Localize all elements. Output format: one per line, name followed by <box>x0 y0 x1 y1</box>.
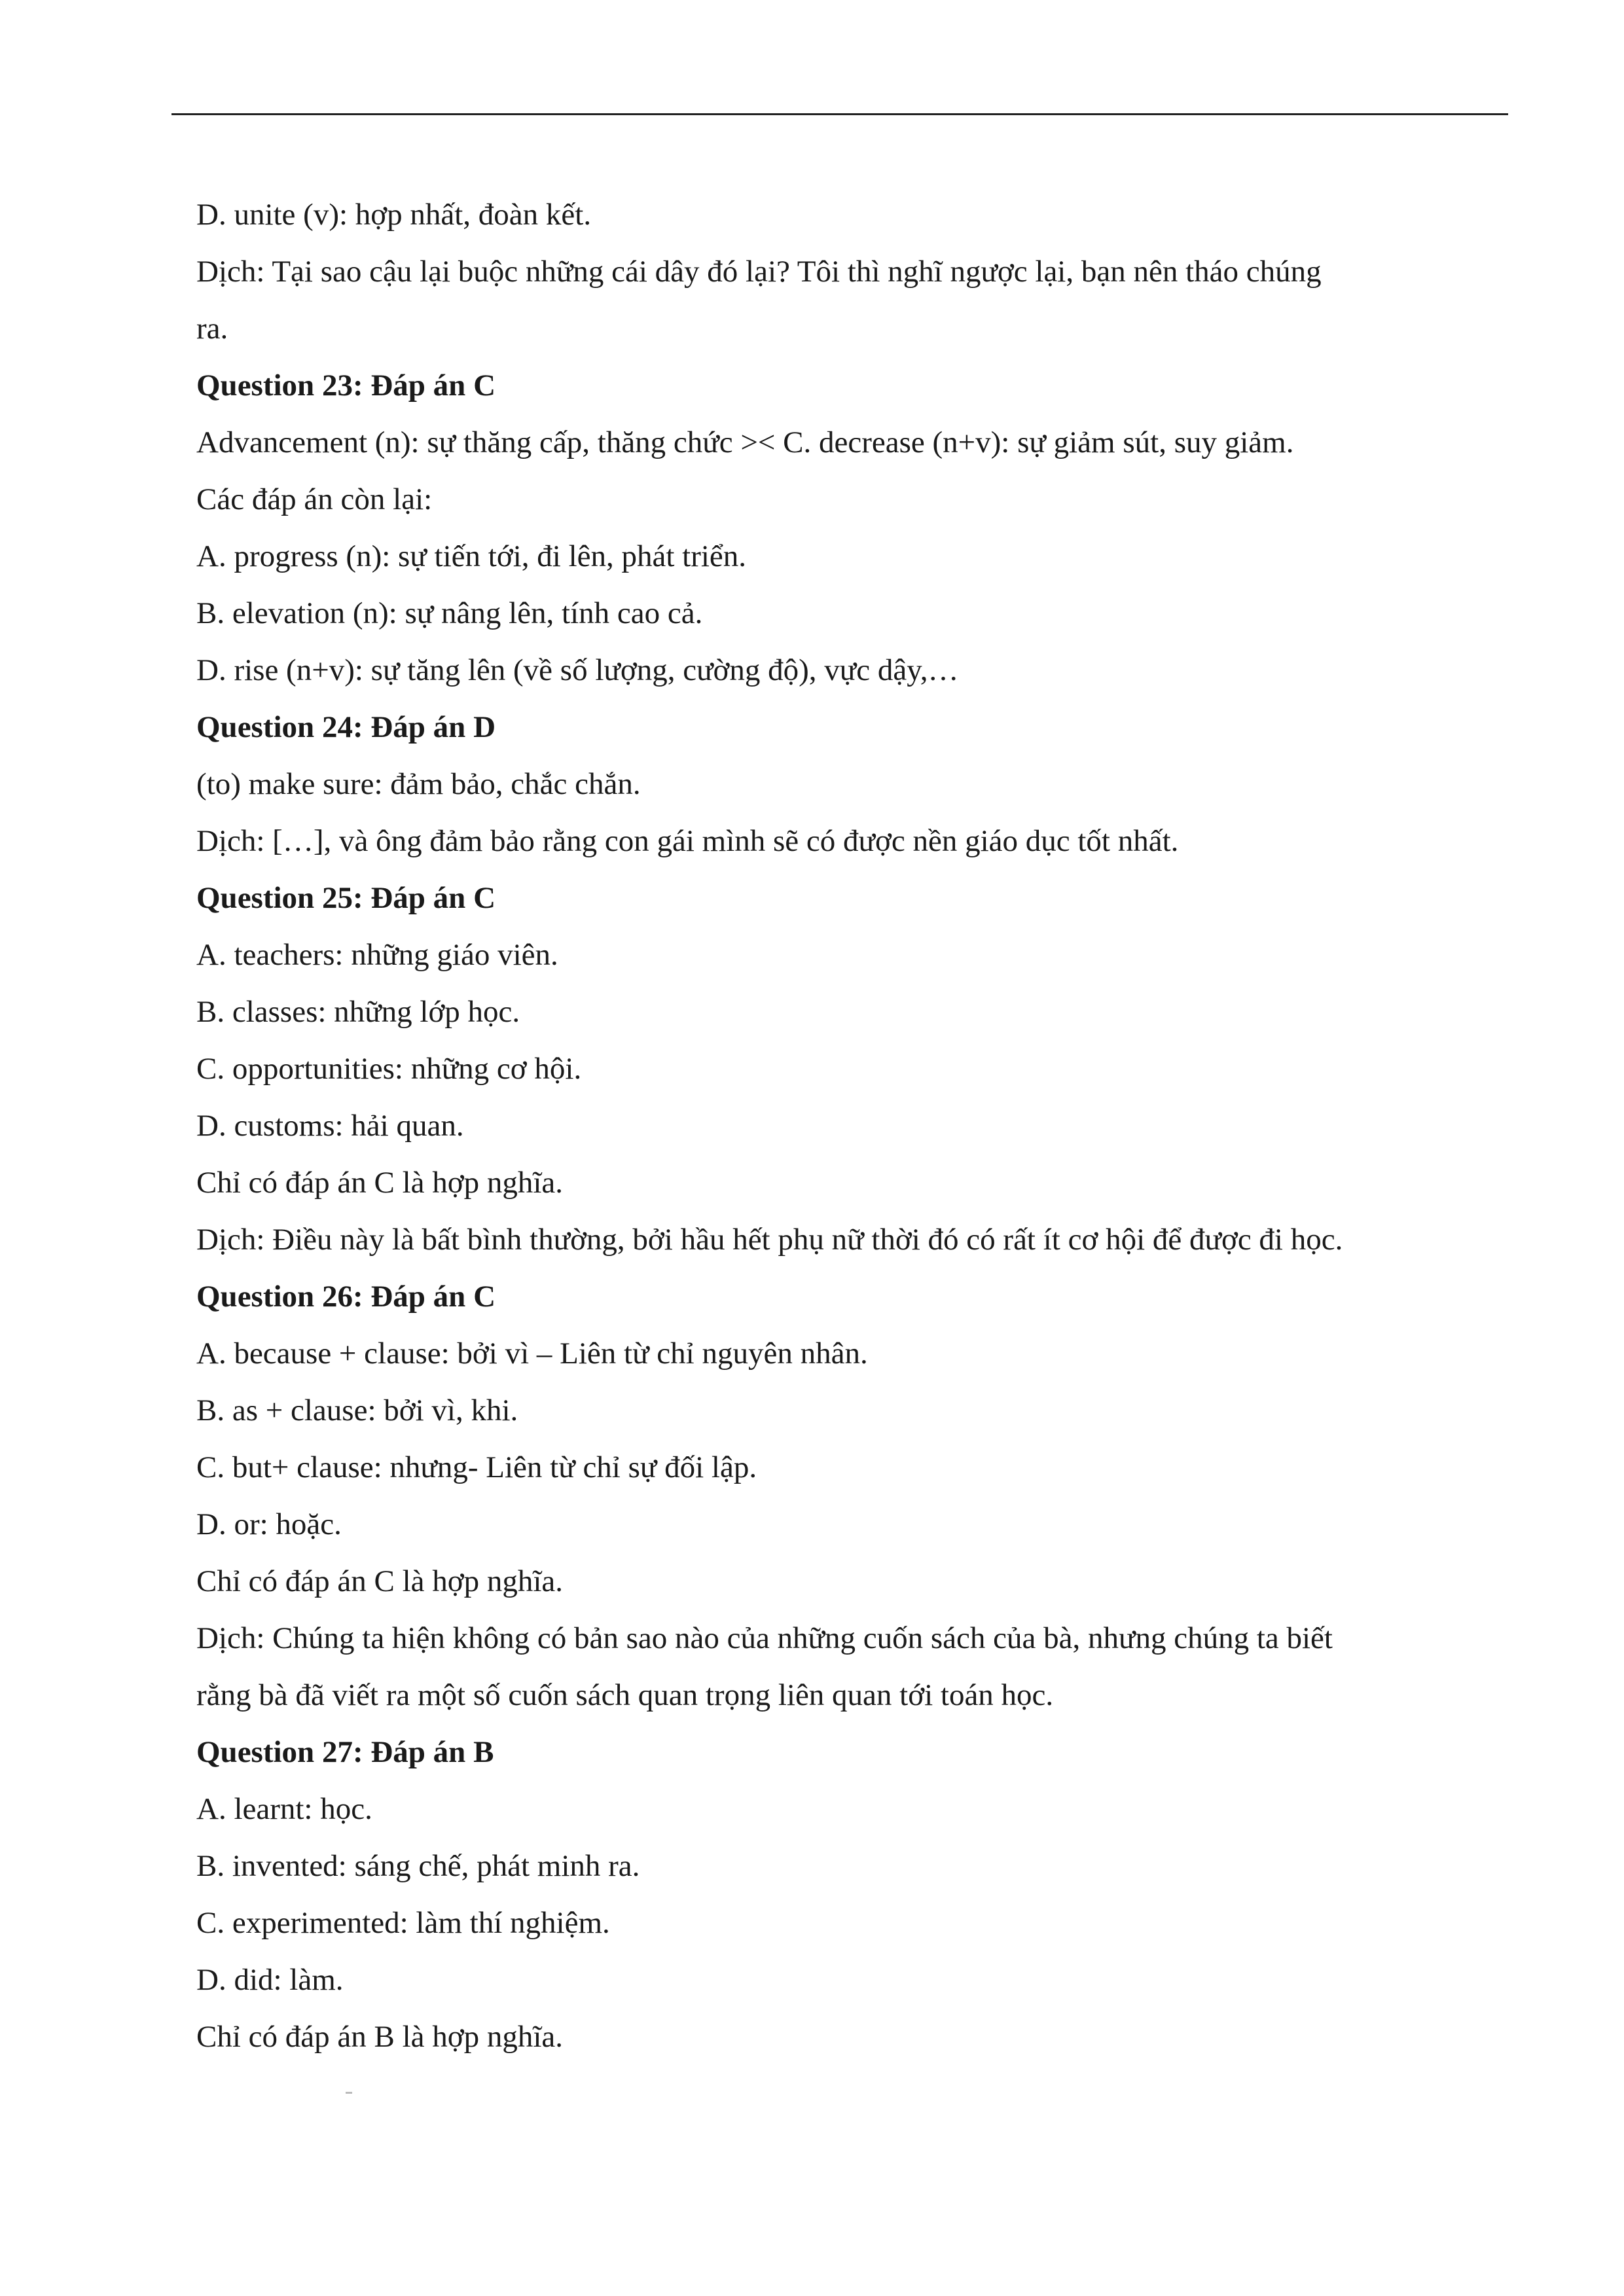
header-rule <box>171 113 1508 115</box>
text-line: Chỉ có đáp án C là hợp nghĩa. <box>196 1564 564 1598</box>
text-line: D. customs: hải quan. <box>196 1109 464 1143</box>
text-line: A. progress (n): sự tiến tới, đi lên, phát triển. <box>196 539 747 573</box>
footer-mark <box>346 2092 352 2094</box>
text-line: A. teachers: những giáo viên. <box>196 938 558 972</box>
text-line: A. because + clause: bởi vì – Liên từ chỉ nguyên nhân. <box>196 1336 868 1371</box>
text-line: Dịch: Điều này là bất bình thường, bởi hầu hết phụ nữ thời đó có rất ít cơ hội để được đi học. <box>196 1223 1343 1257</box>
text-line: ra. <box>196 312 228 346</box>
document-body <box>196 187 1492 2066</box>
text-line: Dịch: Tại sao cậu lại buộc những cái dây đó lại? Tôi thì nghĩ ngược lại, bạn nên tháo chúng <box>196 255 1322 289</box>
text-line: B. as + clause: bởi vì, khi. <box>196 1393 518 1427</box>
text-line: Dịch: Chúng ta hiện không có bản sao nào của những cuốn sách của bà, nhưng chúng ta biết <box>196 1621 1333 1655</box>
text-line: C. opportunities: những cơ hội. <box>196 1052 582 1086</box>
text-line: Advancement (n): sự thăng cấp, thăng chức >< C. decrease (n+v): sự giảm sút, suy giảm. <box>196 425 1294 459</box>
text-line: A. learnt: học. <box>196 1792 372 1826</box>
text-line: rằng bà đã viết ra một số cuốn sách quan trọng liên quan tới toán học. <box>196 1678 1054 1712</box>
question-heading: Question 26: Đáp án C <box>196 1280 496 1314</box>
question-heading: Question 23: Đáp án C <box>196 368 496 403</box>
text-line: Chỉ có đáp án B là hợp nghĩa. <box>196 2020 564 2054</box>
text-line: Dịch: […], và ông đảm bảo rằng con gái mình sẽ có được nền giáo dục tốt nhất. <box>196 824 1179 858</box>
question-heading: Question 24: Đáp án D <box>196 710 496 744</box>
text-line: C. experimented: làm thí nghiệm. <box>196 1906 610 1940</box>
text-line: D. or: hoặc. <box>196 1507 342 1541</box>
question-heading: Question 25: Đáp án C <box>196 881 496 915</box>
text-line: B. classes: những lớp học. <box>196 995 520 1029</box>
text-line: B. invented: sáng chế, phát minh ra. <box>196 1849 640 1883</box>
text-line: C. but+ clause: nhưng- Liên từ chỉ sự đối lập. <box>196 1450 757 1484</box>
text-line: D. rise (n+v): sự tăng lên (về số lượng, cường độ), vực dậy,… <box>196 653 959 687</box>
text-line: Các đáp án còn lại: <box>196 482 433 516</box>
text-line: Chỉ có đáp án C là hợp nghĩa. <box>196 1166 564 1200</box>
question-heading: Question 27: Đáp án B <box>196 1735 494 1769</box>
text-line: (to) make sure: đảm bảo, chắc chắn. <box>196 767 641 801</box>
text-line: D. unite (v): hợp nhất, đoàn kết. <box>196 198 592 232</box>
text-line: D. did: làm. <box>196 1963 344 1997</box>
text-line: B. elevation (n): sự nâng lên, tính cao cả. <box>196 596 703 630</box>
